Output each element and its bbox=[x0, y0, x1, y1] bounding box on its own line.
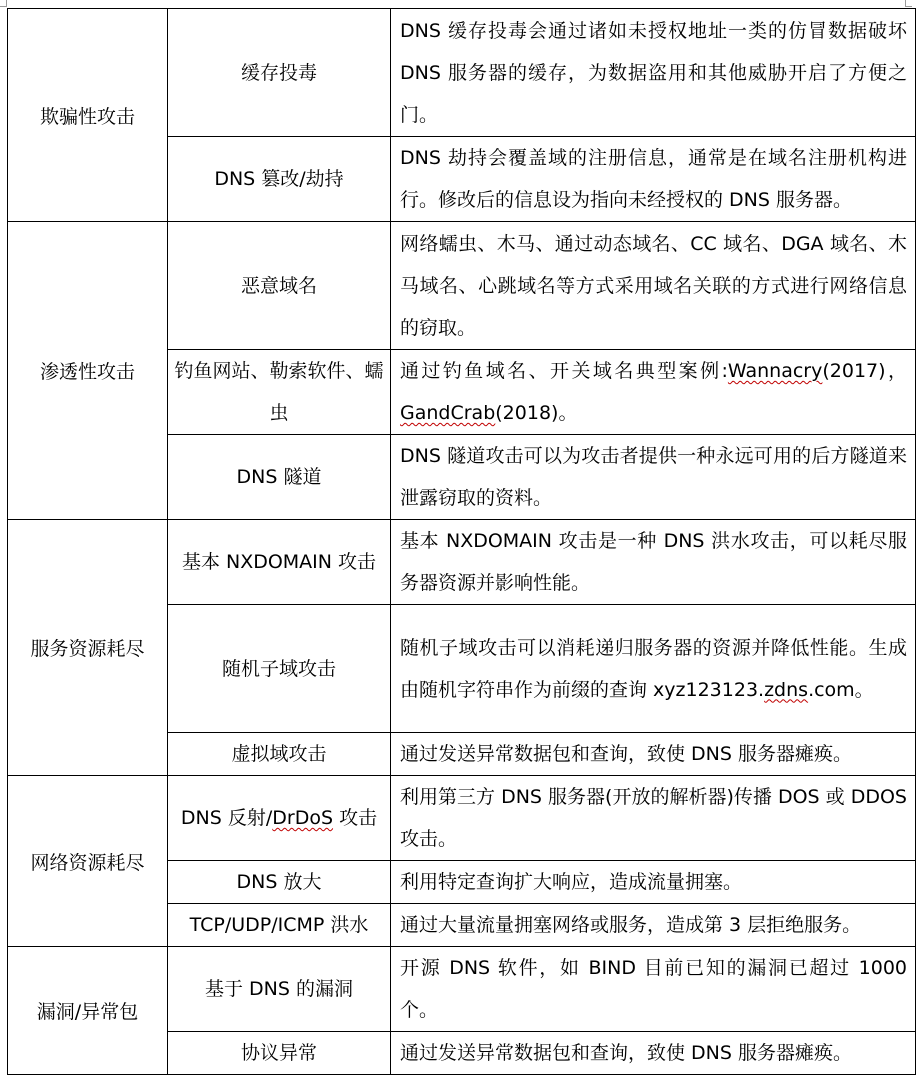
spellcheck-flagged-term: GandCrab bbox=[400, 402, 496, 424]
category-cell: 欺骗性攻击 bbox=[8, 9, 168, 222]
attack-name-cell: 基本 NXDOMAIN 攻击 bbox=[168, 520, 391, 605]
attack-description-cell: DNS 劫持会覆盖域的注册信息，通常是在域名注册机构进行。修改后的信息设为指向未经授权的 DNS 服务器。 bbox=[391, 137, 916, 222]
description-text: .com。 bbox=[808, 678, 874, 701]
category-cell: 服务资源耗尽 bbox=[8, 520, 168, 776]
attack-description-cell: 利用特定查询扩大响应，造成流量拥塞。 bbox=[391, 861, 916, 904]
spellcheck-flagged-term: DrDoS bbox=[272, 807, 334, 829]
attack-description-cell: 通过发送异常数据包和查询，致使 DNS 服务器瘫痪。 bbox=[391, 1032, 916, 1075]
attack-description-cell: DNS 隧道攻击可以为攻击者提供一种永远可用的后方隧道来泄露窃取的资料。 bbox=[391, 435, 916, 520]
attack-name-cell bbox=[168, 776, 391, 861]
margin-corner-mark-right bbox=[905, 0, 912, 7]
spellcheck-flagged-term: Wannacry bbox=[727, 360, 823, 382]
table-row bbox=[8, 947, 916, 1032]
attack-description-cell bbox=[391, 350, 916, 435]
description-text: (2018)。 bbox=[495, 402, 578, 424]
attack-description-cell: 利用第三方 DNS 服务器(开放的解析器)传播 DOS 或 DDOS 攻击。 bbox=[391, 776, 916, 861]
category-cell: 网络资源耗尽 bbox=[8, 776, 168, 947]
category-cell: 渗透性攻击 bbox=[8, 222, 168, 520]
attack-name-cell: DNS 篡改/劫持 bbox=[168, 137, 391, 222]
table-row bbox=[8, 9, 916, 137]
attack-name-cell: 基于 DNS 的漏洞 bbox=[168, 947, 391, 1032]
description-text: 通过钓鱼域名、开关域名典型案例: bbox=[400, 360, 728, 382]
attack-name-cell: 恶意域名 bbox=[168, 222, 391, 350]
attack-description-cell: 网络蠕虫、木马、通过动态域名、CC 域名、DGA 域名、木马域名、心跳域名等方式采用域名关联的方式进行网络信息的窃取。 bbox=[391, 222, 916, 350]
table-row bbox=[8, 222, 916, 350]
category-cell: 漏洞/异常包 bbox=[8, 947, 168, 1075]
attack-description-cell bbox=[391, 605, 916, 733]
attack-name-text: 攻击 bbox=[333, 807, 378, 829]
attack-description-cell: 通过大量流量拥塞网络或服务，造成第 3 层拒绝服务。 bbox=[391, 904, 916, 947]
attack-name-cell: 随机子域攻击 bbox=[168, 605, 391, 733]
attack-name-cell: 虚拟域攻击 bbox=[168, 733, 391, 776]
attack-description-cell: DNS 缓存投毒会通过诸如未授权地址一类的仿冒数据破坏 DNS 服务器的缓存，为数据盗用和其他威胁开启了方便之门。 bbox=[391, 9, 916, 137]
table-row bbox=[8, 520, 916, 605]
attack-name-cell: 协议异常 bbox=[168, 1032, 391, 1075]
attack-name-text: DNS 反射/ bbox=[180, 807, 273, 829]
attack-name-cell: DNS 隧道 bbox=[168, 435, 391, 520]
description-text: (2017)， bbox=[822, 360, 907, 382]
attack-name-cell: 钓鱼网站、勒索软件、蠕虫 bbox=[168, 350, 391, 435]
attack-description-cell: 通过发送异常数据包和查询，致使 DNS 服务器瘫痪。 bbox=[391, 733, 916, 776]
spellcheck-flagged-term: zdns bbox=[764, 678, 809, 701]
attack-description-cell: 开源 DNS 软件，如 BIND 目前已知的漏洞已超过 1000 个。 bbox=[391, 947, 916, 1032]
margin-corner-mark-left bbox=[0, 0, 7, 7]
attack-description-cell: 基本 NXDOMAIN 攻击是一种 DNS 洪水攻击，可以耗尽服务器资源并影响性能。 bbox=[391, 520, 916, 605]
description-text: 随机子域攻击可以消耗递归服务器的资源并降低性能。生成由随机字符串作为前缀的查询 xyz123123. bbox=[400, 636, 907, 701]
attack-name-cell: DNS 放大 bbox=[168, 861, 391, 904]
dns-attack-table bbox=[7, 8, 916, 1075]
attack-name-cell: TCP/UDP/ICMP 洪水 bbox=[168, 904, 391, 947]
attack-name-cell: 缓存投毒 bbox=[168, 9, 391, 137]
table-row bbox=[8, 776, 916, 861]
